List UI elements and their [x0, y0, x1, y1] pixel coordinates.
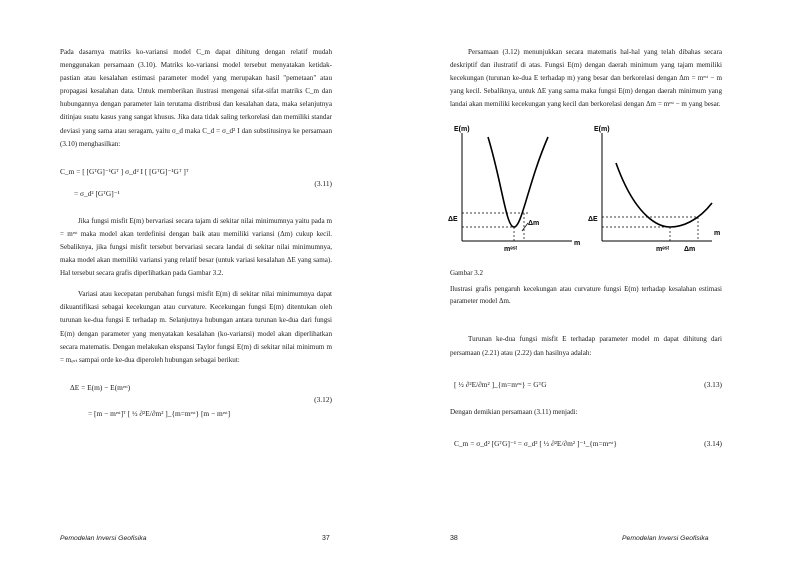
eq-3-11-line-1: C_m = [ [GᵀG]⁻¹Gᵀ ] σ_d² I [ [GᵀG]⁻¹Gᵀ ]ᵀ — [60, 166, 189, 176]
left-sharp-curve — [488, 137, 548, 227]
left-delta-e-label: ΔE — [448, 216, 458, 224]
left-footer: Pemodelan Inversi Geofisika — [60, 535, 147, 542]
right-mest-label: mᵉˢᵗ — [656, 246, 670, 254]
figure-3-2 — [450, 123, 722, 263]
eq-3-12-line-2: = [m − mᵉˢᵗ]ᵀ [ ½ ∂²E/∂m² ]_{m=mᵉˢᵗ} [m − mᵉˢᵗ] — [88, 408, 231, 418]
left-x-label: m — [574, 240, 581, 248]
right-para-3: Dengan demikian persamaan (3.11) menjadi: — [450, 407, 578, 416]
right-y-label: E(m) — [594, 126, 610, 134]
left-column — [60, 46, 332, 435]
flat-minimum-graph — [588, 126, 720, 253]
caption-text: Ilustrasi grafis pengaruh kecekungan atau curvature fungsi E(m) terhadap kesalahan estimasi parameter model Δm. — [450, 285, 722, 306]
eq-3-13-body: [ ½ ∂²E/∂m² ]_{m=mᵉˢᵗ} = GᵀG — [454, 379, 547, 389]
left-page-number: 37 — [322, 535, 330, 542]
right-para-1: Persamaan (3.12) menunjukkan secara matematis hal-hal yang telah dibahas secara deskriptif dan ilustratif di atas. Fungsi E(m) dengan daerah minimum yang tajam memiliki kecekungan (turunan ke-dua E terhadap m) yang besar dan berkorelasi dengan Δm = mᵉˢᵗ − m yang kecil. Sebaliknya, untuk ΔE yang sama maka fungsi E(m) dengan daerah minimum yang landai akan memiliki kecekungan yang kecil dan berkorelasi dengan Δm = mᵉˢᵗ − m yang besar. — [450, 48, 722, 109]
caption-title: Gambar 3.2 — [450, 269, 484, 278]
left-y-label: E(m) — [454, 126, 470, 134]
eq-3-14-number: (3.14) — [704, 438, 722, 448]
eq-3-12-number: (3.12) — [314, 394, 332, 404]
eq-3-12-line-1: ΔE = E(m) − E(mᵉˢᵗ) — [70, 382, 131, 392]
right-footer: Pemodelan Inversi Geofisika — [622, 535, 709, 542]
left-para-3: Variasi atau kecepatan perubahan fungsi misfit E(m) di sekitar nilai minimumnya dapat dikuantifikasi sebagai kecekungan atau curvature. Kecekungan fungsi E(m) ditentukan oleh turunan ke-dua fungsi E terhadap m. Selanjutnya hubungan antara turunan ke-dua dari fungsi E(m) dengan parameter yang menyatakan kesalahan (ko-variansi) model akan diperlihatkan secara matematis. Dengan melakukan ekspansi Taylor fungsi E(m) di sekitar nilai minimum m = mₑₛₜ sampai orde ke-dua diperoleh hubungan sebagai berikut: — [60, 290, 332, 364]
right-delta-e-label: ΔE — [588, 216, 598, 224]
eq-3-11-number: (3.11) — [314, 178, 332, 188]
equation-3-13 — [450, 368, 722, 402]
right-page — [400, 0, 800, 565]
right-column — [450, 46, 722, 459]
eq-3-13-number: (3.13) — [704, 379, 722, 389]
right-page-number: 38 — [450, 535, 458, 542]
figure-caption — [450, 267, 722, 307]
right-x-label: m — [714, 230, 721, 238]
curvature-figure — [450, 123, 722, 263]
right-delta-m-label: Δm — [684, 246, 696, 254]
eq-3-11-line-2: = σ_d² [GᵀG]⁻¹ — [74, 188, 120, 198]
left-mest-label: mᵉˢᵗ — [504, 246, 518, 254]
equation-3-12 — [60, 377, 332, 435]
right-flat-curve — [616, 163, 712, 227]
equation-3-11 — [60, 159, 332, 211]
left-delta-m-label: Δm — [528, 220, 540, 228]
left-para-2: Jika fungsi misfit E(m) bervariasi secara tajam di sekitar nilai minimumnya yaitu pada m = mᵉˢᵗ maka model akan terdefinisi dengan baik atau memiliki variansi (Δm) cukup kecil. Sebaliknya, jika fungsi misfit tersebut bervariasi secara landai di sekitar nilai minimumnya, maka model akan memiliki variansi yang relatif besar (untuk variasi kesalahan ΔE yang sama). Hal tersebut secara grafis diperlihatkan pada Gambar 3.2. — [60, 216, 332, 278]
equation-3-14 — [450, 425, 722, 459]
right-para-2: Turunan ke-dua fungsi misfit E terhadap parameter model m dapat dihitung dari persamaan (2.21) atau (2.22) dan hasilnya adalah: — [450, 335, 722, 357]
left-para-1: Pada dasarnya matriks ko-variansi model C_m dapat dihitung dengan relatif mudah menggunakan persamaan (3.10). Matriks ko-variansi model tersebut menyatakan ketidak-pastian atau kesalahan estimasi parameter model yang merupakan hasil "pemetaan" atau propagasi kesalahan data. Untuk memberikan ilustrasi mengenai sifat-sifat matriks C_m dan hubungannya dengan parameter lain terutama distribusi dan kesalahan data, maka selanjutnya ditinjau suatu kasus yang sangat khusus. Jika data tidak saling terkorelasi dan memiliki standar deviasi yang sama atau seragam, yaitu σ_d maka C_d = σ_d² I dan substitusinya ke persamaan (3.10) menghasilkan: — [60, 48, 332, 148]
eq-3-14-body: C_m = σ_d² [GᵀG]⁻¹ = σ_d² [ ½ ∂²E/∂m² ]⁻¹_{m=mᵉˢᵗ} — [454, 438, 617, 448]
sharp-minimum-graph — [448, 126, 580, 253]
